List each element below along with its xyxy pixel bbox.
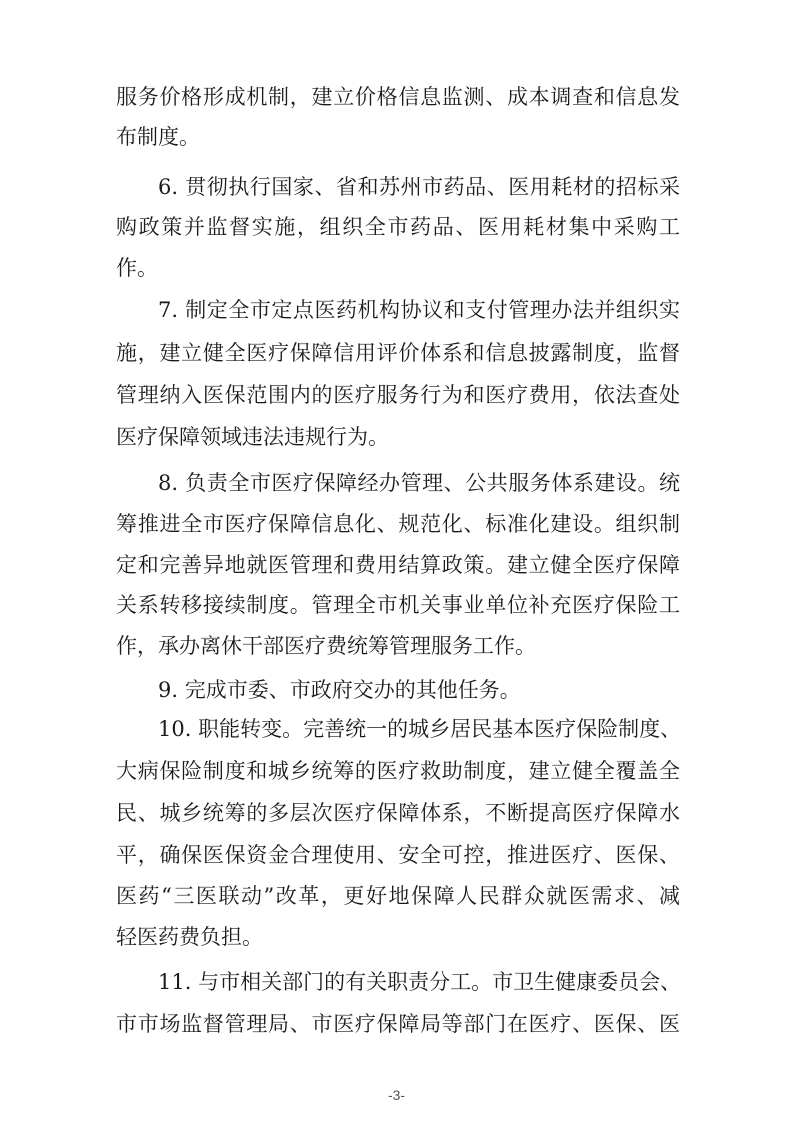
paragraph-line: 大病保险制度和城乡统筹的医疗救助制度，建立健全覆盖全 [116,759,680,783]
paragraph-line: 8. 负责全市医疗保障经办管理、公共服务体系建设。统 [158,471,680,495]
paragraph-line: 作。 [116,256,158,280]
page-number: -3- [387,1087,406,1103]
paragraph-line: 轻医药费负担。 [116,925,263,949]
paragraph-line: 医疗保障领域违法违规行为。 [116,425,389,449]
paragraph-line: 6. 贯彻执行国家、省和苏州市药品、医用耗材的招标采 [158,175,680,199]
paragraph-line: 市市场监督管理局、市医疗保障局等部门在医疗、医保、医 [116,1012,680,1036]
paragraph-line: 购政策并监督实施，组织全市药品、医用耗材集中采购工 [116,215,680,239]
paragraph-line: 作，承办离休干部医疗费统筹管理服务工作。 [116,634,536,658]
paragraph-line: 医药“三医联动”改革，更好地保障人民群众就医需求、减 [116,884,680,908]
paragraph-line: 施，建立健全医疗保障信用评价体系和信息披露制度，监督 [116,341,680,365]
paragraph-line: 布制度。 [116,125,200,149]
paragraph-line: 11. 与市相关部门的有关职责分工。市卫生健康委员会、 [158,970,682,994]
paragraph-line: 10. 职能转变。完善统一的城乡居民基本医疗保险制度、 [158,717,682,741]
paragraph-line: 7. 制定全市定点医药机构协议和支付管理办法并组织实 [158,298,680,322]
paragraph-line: 定和完善异地就医管理和费用结算政策。建立健全医疗保障 [116,553,680,577]
paragraph-line: 筹推进全市医疗保障信息化、规范化、标准化建设。组织制 [116,512,680,536]
paragraph-line: 民、城乡统筹的多层次医疗保障体系，不断提高医疗保障水 [116,801,680,825]
paragraph-line: 9. 完成市委、市政府交办的其他任务。 [158,678,521,702]
paragraph-line: 管理纳入医保范围内的医疗服务行为和医疗费用，依法查处 [116,383,680,407]
paragraph-line: 服务价格形成机制，建立价格信息监测、成本调查和信息发 [116,85,680,109]
paragraph-line: 平，确保医保资金合理使用、安全可控，推进医疗、医保、 [116,843,680,867]
paragraph-line: 关系转移接续制度。管理全市机关事业单位补充医疗保险工 [116,593,680,617]
